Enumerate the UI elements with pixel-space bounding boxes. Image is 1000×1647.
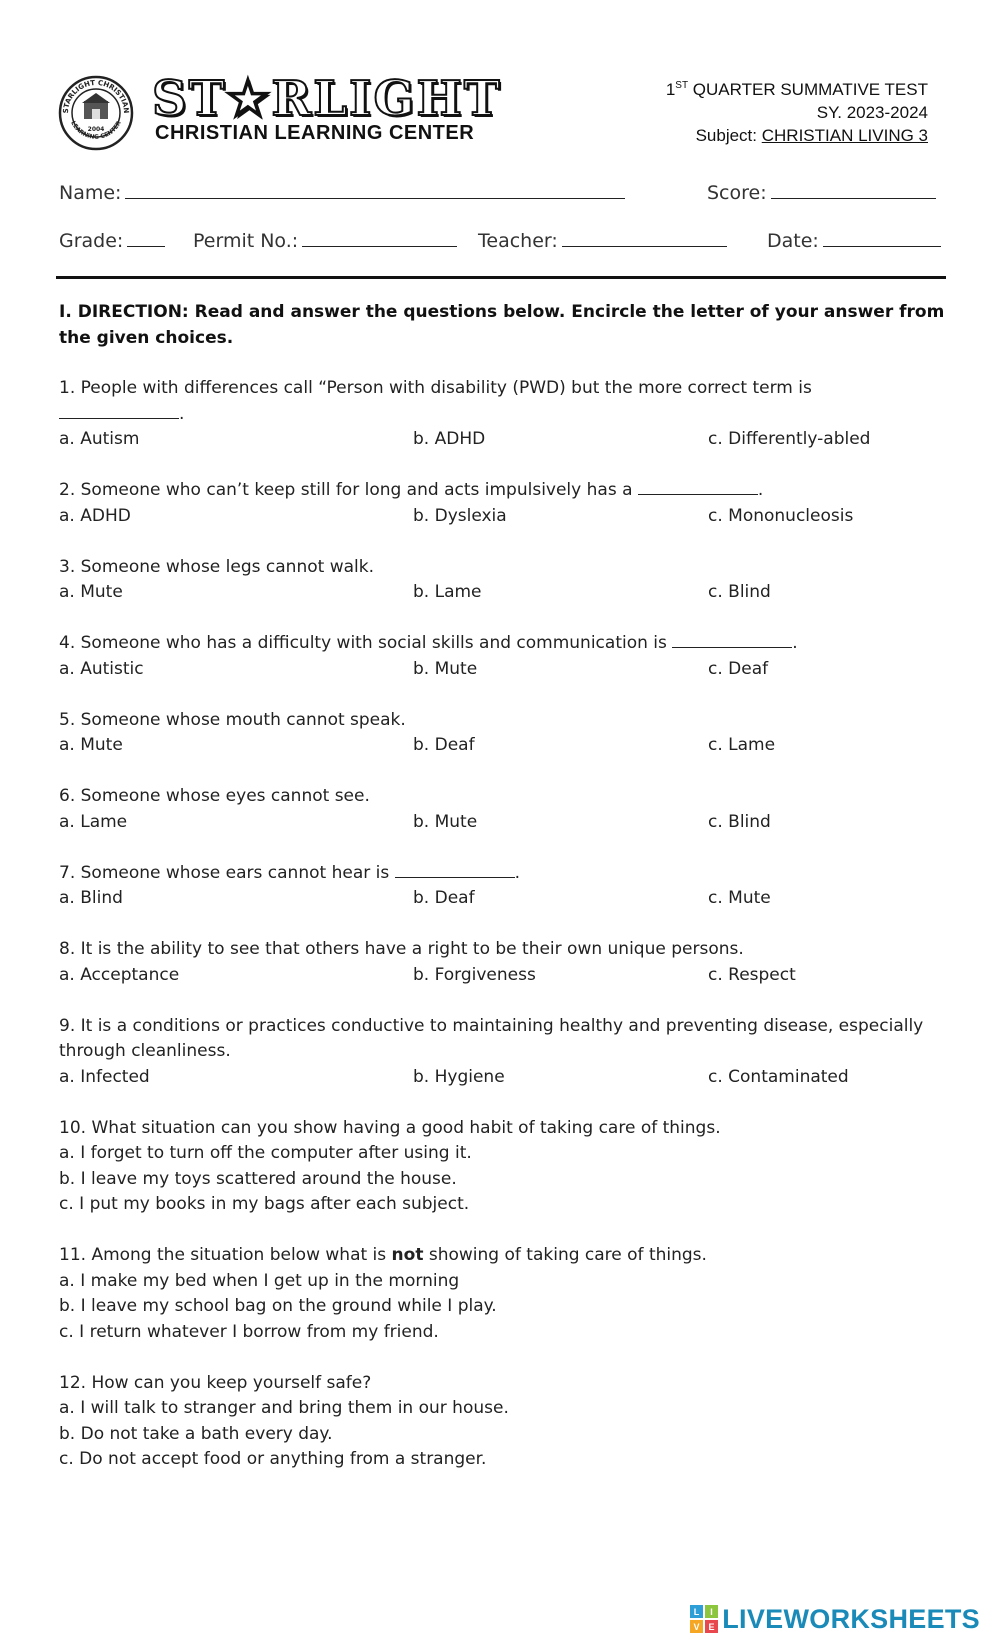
answer-blank[interactable] bbox=[395, 861, 515, 878]
date-field[interactable] bbox=[767, 228, 941, 252]
teacher-field[interactable] bbox=[478, 228, 727, 252]
question-5 bbox=[59, 708, 949, 759]
svg-text:V: V bbox=[693, 1622, 700, 1632]
direction-text: I. DIRECTION: Read and answer the questions below. Encircle the letter of your answer from the given choices. bbox=[59, 302, 945, 348]
question-1 bbox=[59, 376, 949, 453]
question-text: 5. Someone whose mouth cannot speak. bbox=[59, 709, 406, 730]
choice-c[interactable]: c. I put my books in my bags after each subject. bbox=[59, 1194, 470, 1214]
choice-c[interactable]: c. Mononucleosis bbox=[708, 505, 854, 526]
question-11 bbox=[59, 1243, 949, 1345]
date-line[interactable] bbox=[823, 228, 941, 247]
choice-c[interactable]: c. Blind bbox=[708, 582, 771, 602]
choices bbox=[59, 504, 949, 530]
liveworksheets-text: LIVEWORKSHEETS bbox=[722, 1603, 980, 1634]
choice-a[interactable]: a. Lame bbox=[59, 811, 128, 832]
choices bbox=[59, 427, 949, 453]
name-line[interactable] bbox=[125, 180, 625, 199]
question-text: 4. Someone who has a difficulty with social skills and communication is . bbox=[59, 633, 798, 653]
choice-b[interactable]: b. Hygiene bbox=[413, 1066, 505, 1087]
choice-a[interactable]: a. Mute bbox=[59, 582, 123, 602]
subject-value: CHRISTIAN LIVING 3 bbox=[761, 126, 928, 145]
seal-year: 2004 bbox=[87, 126, 105, 133]
grade-label: Grade: bbox=[59, 230, 124, 252]
teacher-line[interactable] bbox=[562, 228, 727, 247]
score-label: Score: bbox=[707, 182, 767, 204]
choice-a[interactable]: a. Blind bbox=[59, 888, 123, 908]
test-title: 1ST QUARTER SUMMATIVE TEST bbox=[665, 80, 928, 99]
brand-title: ST★RLIGHT bbox=[152, 71, 502, 127]
question-text: 9. It is a conditions or practices conductive to maintaining healthy and preventing disease, especially through cleanliness. bbox=[59, 1015, 924, 1061]
question-6 bbox=[59, 784, 949, 835]
question-text: 1. People with differences call “Person with disability (PWD) but the more correct term is . bbox=[59, 378, 812, 424]
choices bbox=[59, 810, 949, 836]
permit-field[interactable] bbox=[193, 228, 457, 252]
choice-a[interactable]: a. Autism bbox=[59, 429, 140, 449]
name-field[interactable] bbox=[59, 180, 625, 204]
question-10 bbox=[59, 1116, 949, 1218]
question-text: 12. How can you keep yourself safe? bbox=[59, 1372, 372, 1393]
question-text: 7. Someone whose ears cannot hear is . bbox=[59, 862, 521, 883]
permit-label: Permit No.: bbox=[193, 230, 299, 252]
answer-blank[interactable] bbox=[672, 631, 792, 648]
choice-a[interactable]: a. I forget to turn off the computer after using it. bbox=[59, 1143, 472, 1163]
choice-b[interactable]: b. Mute bbox=[413, 811, 478, 832]
choice-b[interactable]: b. Deaf bbox=[413, 735, 475, 755]
brand-subtitle: CHRISTIAN LEARNING CENTER bbox=[155, 122, 475, 144]
seal-text: STARLIGHT CHRISTIAN bbox=[61, 78, 131, 114]
choice-c[interactable]: c. Deaf bbox=[708, 658, 769, 679]
choice-a[interactable]: a. Infected bbox=[59, 1066, 150, 1087]
svg-text:E: E bbox=[708, 1622, 715, 1632]
grade-line[interactable] bbox=[127, 228, 165, 247]
score-line[interactable] bbox=[771, 180, 936, 199]
choice-c[interactable]: c. I return whatever I borrow from my friend. bbox=[59, 1321, 439, 1342]
choice-b[interactable]: b. Dyslexia bbox=[413, 505, 507, 526]
school-seal-icon bbox=[58, 75, 134, 151]
emphasis-not: not bbox=[391, 1245, 424, 1265]
choice-b[interactable]: b. ADHD bbox=[413, 429, 486, 449]
question-8 bbox=[59, 937, 949, 988]
answer-blank[interactable] bbox=[59, 402, 179, 419]
svg-text:I: I bbox=[710, 1607, 714, 1617]
answer-blank[interactable] bbox=[638, 478, 758, 495]
choice-a[interactable]: a. I will talk to stranger and bring them in our house. bbox=[59, 1398, 509, 1418]
choices bbox=[59, 580, 949, 606]
liveworksheets-icon bbox=[690, 1605, 718, 1633]
svg-text:LEARNING CENTER: LEARNING CENTER bbox=[69, 119, 123, 141]
choice-c[interactable]: c. Do not accept food or anything from a stranger. bbox=[59, 1449, 487, 1469]
question-12 bbox=[59, 1371, 949, 1473]
teacher-label: Teacher: bbox=[478, 230, 558, 252]
choices bbox=[59, 963, 949, 989]
choice-c[interactable]: c. Lame bbox=[708, 735, 776, 755]
question-4 bbox=[59, 631, 949, 682]
choices bbox=[59, 733, 949, 759]
test-info bbox=[666, 74, 928, 147]
choice-b[interactable]: b. I leave my toys scattered around the house. bbox=[59, 1168, 457, 1189]
header-divider bbox=[56, 276, 946, 279]
svg-text:L: L bbox=[694, 1607, 700, 1617]
choice-b[interactable]: b. Forgiveness bbox=[413, 964, 536, 985]
score-field[interactable] bbox=[707, 180, 936, 204]
question-3 bbox=[59, 555, 949, 606]
name-label: Name: bbox=[59, 182, 122, 204]
question-text: 6. Someone whose eyes cannot see. bbox=[59, 786, 370, 806]
date-label: Date: bbox=[767, 230, 819, 252]
choice-c[interactable]: c. Mute bbox=[708, 888, 771, 908]
choice-a[interactable]: a. Mute bbox=[59, 735, 123, 755]
question-text: 3. Someone whose legs cannot walk. bbox=[59, 556, 374, 577]
permit-line[interactable] bbox=[302, 228, 457, 247]
choice-b[interactable]: b. Lame bbox=[413, 582, 482, 602]
question-text: 10. What situation can you show having a good habit of taking care of things. bbox=[59, 1117, 721, 1138]
subject: Subject: CHRISTIAN LIVING 3 bbox=[695, 126, 928, 145]
choice-b[interactable]: b. Mute bbox=[413, 658, 478, 679]
question-9 bbox=[59, 1014, 949, 1091]
choice-b[interactable]: b. Deaf bbox=[413, 888, 475, 908]
grade-field[interactable] bbox=[59, 228, 165, 252]
choice-b[interactable]: b. Do not take a bath every day. bbox=[59, 1423, 333, 1444]
question-text: 8. It is the ability to see that others have a right to be their own unique persons. bbox=[59, 939, 744, 959]
choice-a[interactable]: a. Acceptance bbox=[59, 964, 180, 985]
choice-c[interactable]: c. Differently-abled bbox=[708, 429, 871, 449]
brand-logo bbox=[152, 72, 552, 152]
school-year: SY. 2023-2024 bbox=[816, 103, 928, 122]
choice-a[interactable]: a. Autistic bbox=[59, 658, 144, 679]
choices bbox=[59, 657, 949, 683]
choice-a[interactable]: a. I make my bed when I get up in the morning bbox=[59, 1270, 460, 1291]
choices bbox=[59, 1065, 949, 1091]
choice-a[interactable]: a. ADHD bbox=[59, 505, 131, 526]
choice-b[interactable]: b. I leave my school bag on the ground while I play. bbox=[59, 1296, 497, 1316]
liveworksheets-logo[interactable] bbox=[690, 1599, 980, 1639]
question-text: 11. Among the situation below what is not showing of taking care of things. bbox=[59, 1245, 707, 1265]
question-2 bbox=[59, 478, 949, 529]
choice-c[interactable]: c. Blind bbox=[708, 811, 771, 832]
question-text: 2. Someone who can’t keep still for long and acts impulsively has a . bbox=[59, 480, 764, 500]
choice-c[interactable]: c. Contaminated bbox=[708, 1066, 849, 1087]
choice-c[interactable]: c. Respect bbox=[708, 964, 796, 985]
question-7 bbox=[59, 861, 949, 912]
questions-section bbox=[59, 300, 949, 1498]
choices bbox=[59, 886, 949, 912]
